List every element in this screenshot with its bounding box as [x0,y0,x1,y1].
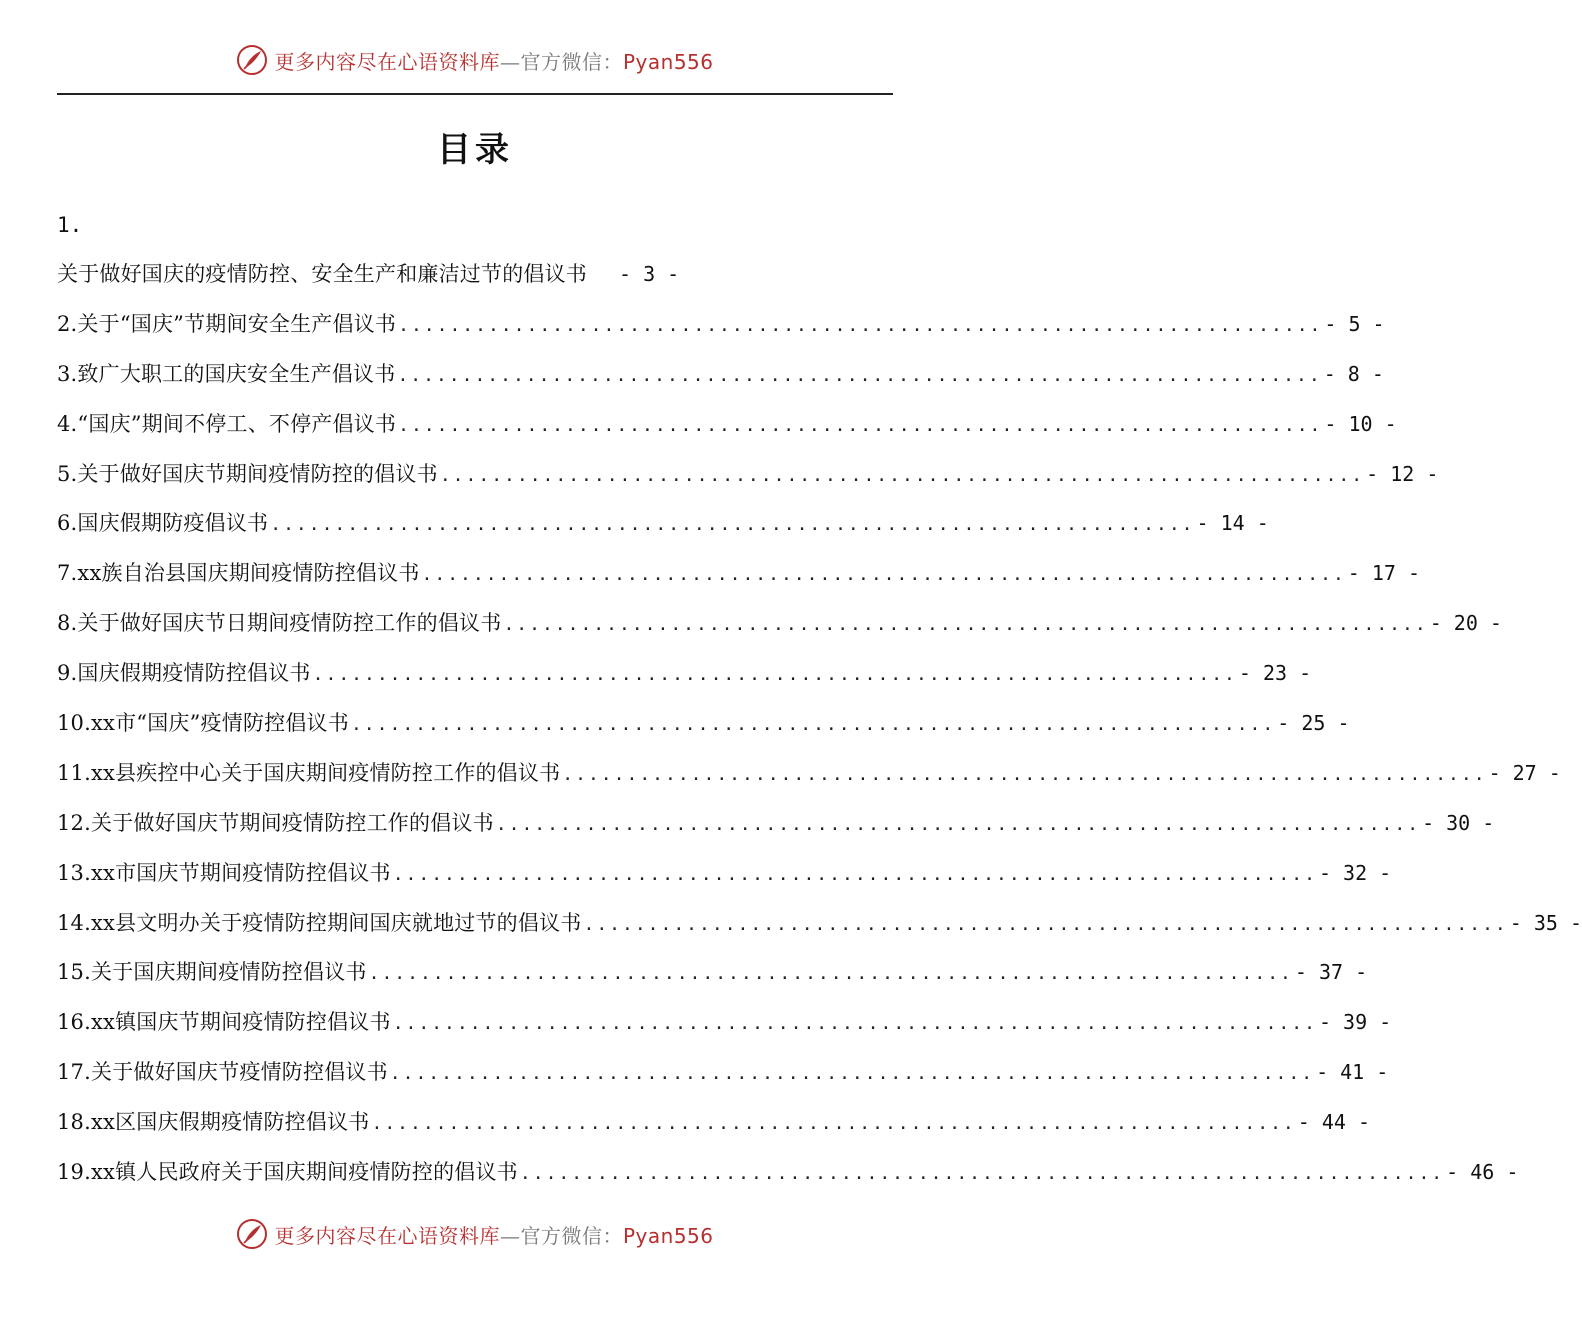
toc-entry-page: - 37 - [1294,960,1368,985]
toc-entry[interactable] [57,998,1392,1048]
toc-entry-title: 6.国庆假期防疫倡议书 [57,511,269,536]
toc-entry-page: - 12 - [1366,461,1439,486]
toc-leader-dots: ........................................................................ [389,1063,1315,1085]
toc-entry-title: 17.关于做好国庆节疫情防控倡议书 [57,1060,388,1085]
table-of-contents [57,200,1582,1198]
toc-entry-title: 18.xx区国庆假期疫情防控倡议书 [57,1110,370,1135]
toc-leader-dots: ........................................................................ [371,1113,1296,1135]
toc-entry-title: 12.关于做好国庆节期间疫情防控工作的倡议书 [57,810,494,835]
toc-leader-dots: ........................................................................ [350,714,1276,736]
toc-entry[interactable] [57,699,1350,749]
header-banner-text [274,46,713,75]
toc-first-number: 1. [57,213,83,237]
toc-entry-title: 15.关于国庆期间疫情防控倡议书 [57,960,367,985]
toc-entry-page: - 44 - [1297,1110,1370,1135]
toc-entry-page: - 41 - [1316,1060,1389,1085]
toc-entry-page: - 10 - [1324,411,1397,436]
toc-entry[interactable] [57,799,1495,849]
toc-entry[interactable] [57,649,1312,699]
toc-entry-title: 9.国庆假期疫情防控倡议书 [57,661,311,686]
toc-entry-title: 19.xx镇人民政府关于国庆期间疫情防控的倡议书 [57,1160,518,1185]
toc-leader-dots: ........................................................................ [392,863,1317,885]
header-banner-suffix: —官方微信： [499,49,623,74]
toc-leader-dots: ........................................................................ [562,763,1487,785]
toc-entry-page: - 17 - [1347,561,1421,586]
toc-leader-dots: ........................................................................ [503,614,1428,636]
toc-entry[interactable] [57,1048,1389,1098]
footer-banner-suffix: —官方微信： [499,1223,623,1248]
toc-entry-page: - 46 - [1446,1160,1519,1185]
toc-leader-dots: ........................................................................ [583,913,1508,935]
toc-entry-title: 3.致广大职工的国庆安全生产倡议书 [57,361,396,386]
footer-banner-wechat-id: Pyan556 [622,1223,714,1248]
toc-entry-page: - 39 - [1318,1010,1392,1035]
toc-leader-dots: ........................................................................ [270,514,1195,536]
toc-leader-dots: ........................................................................ [312,664,1237,686]
toc-entry[interactable] [57,599,1502,649]
toc-entry-page: - 23 - [1238,661,1312,686]
feather-pen-logo-icon [236,44,268,76]
toc-entry-title: 16.xx镇国庆节期间疫情防控倡议书 [57,1010,391,1035]
toc-entry[interactable] [57,499,1269,549]
header-rule [57,93,893,95]
toc-entry-title: 5.关于做好国庆节期间疫情防控的倡议书 [57,461,438,486]
toc-entry-page: - 8 - [1323,361,1384,386]
toc-leader-dots: ........................................................................ [519,1163,1445,1185]
toc-leader-dots: ........................................................................ [495,813,1421,835]
toc-entry-page: - 20 - [1429,611,1502,636]
toc-entry[interactable] [57,400,1397,450]
toc-leader-dots: ........................................................................ [392,1013,1317,1035]
toc-entry-title: 2.关于“国庆”节期间安全生产倡议书 [57,311,397,336]
toc-entry[interactable] [57,250,893,300]
toc-entry[interactable] [57,1098,1370,1148]
toc-leader-dots: ........................................................................ [368,963,1293,985]
toc-entry[interactable] [57,899,1582,949]
toc-leader-dots: ........................................................................ [398,414,1323,436]
toc-entry-title: 11.xx县疾控中心关于国庆期间疫情防控工作的倡议书 [57,760,561,785]
toc-entry[interactable] [57,749,1561,799]
header-banner [0,40,950,80]
toc-leader-dots: ........................................................................ [398,314,1323,336]
toc-entry-title: 10.xx市“国庆”疫情防控倡议书 [57,711,349,736]
toc-entry[interactable] [57,1148,1519,1198]
toc-entry-page: - 5 - [1324,311,1385,336]
toc-entry[interactable] [57,849,1392,899]
toc-entry-page: - 27 - [1488,760,1561,785]
toc-entry[interactable] [57,549,1421,599]
toc-entry-page: - 35 - [1509,910,1582,935]
toc-entry[interactable] [57,300,1385,350]
toc-leader-dots: ........................................................................ [397,364,1322,386]
footer-banner-text [274,1220,713,1249]
toc-entry-title: 14.xx县文明办关于疫情防控期间国庆就地过节的倡议书 [57,910,582,935]
toc-entry-title: 4.“国庆”期间不停工、不停产倡议书 [57,411,397,436]
toc-entry[interactable] [57,450,1439,500]
header-banner-wechat-id: Pyan556 [622,49,714,74]
toc-leader-dots: ........................................................................ [421,564,1346,586]
toc-entry-page: - 3 - [619,262,680,286]
toc-entry-page: - 25 - [1277,711,1350,736]
toc-entry-page: - 14 - [1196,511,1269,536]
header-banner-main: 更多内容尽在心语资料库 [274,49,500,74]
toc-entry-title: 关于做好国庆的疫情防控、安全生产和廉洁过节的倡议书 [57,262,587,286]
toc-entry[interactable] [57,948,1368,998]
page-title: 目录 [437,130,513,170]
footer-banner-main: 更多内容尽在心语资料库 [274,1223,500,1248]
toc-entry-page: - 32 - [1318,860,1392,885]
toc-entry-title: 7.xx族自治县国庆期间疫情防控倡议书 [57,561,420,586]
toc-entry-title: 13.xx市国庆节期间疫情防控倡议书 [57,860,391,885]
feather-pen-logo-icon [236,1218,268,1250]
toc-entry-title: 8.关于做好国庆节日期间疫情防控工作的倡议书 [57,611,502,636]
toc-entry-page: - 30 - [1422,810,1495,835]
toc-leader-dots: ........................................................................ [439,464,1365,486]
footer-banner [0,1214,950,1254]
toc-entry[interactable] [57,350,1384,400]
